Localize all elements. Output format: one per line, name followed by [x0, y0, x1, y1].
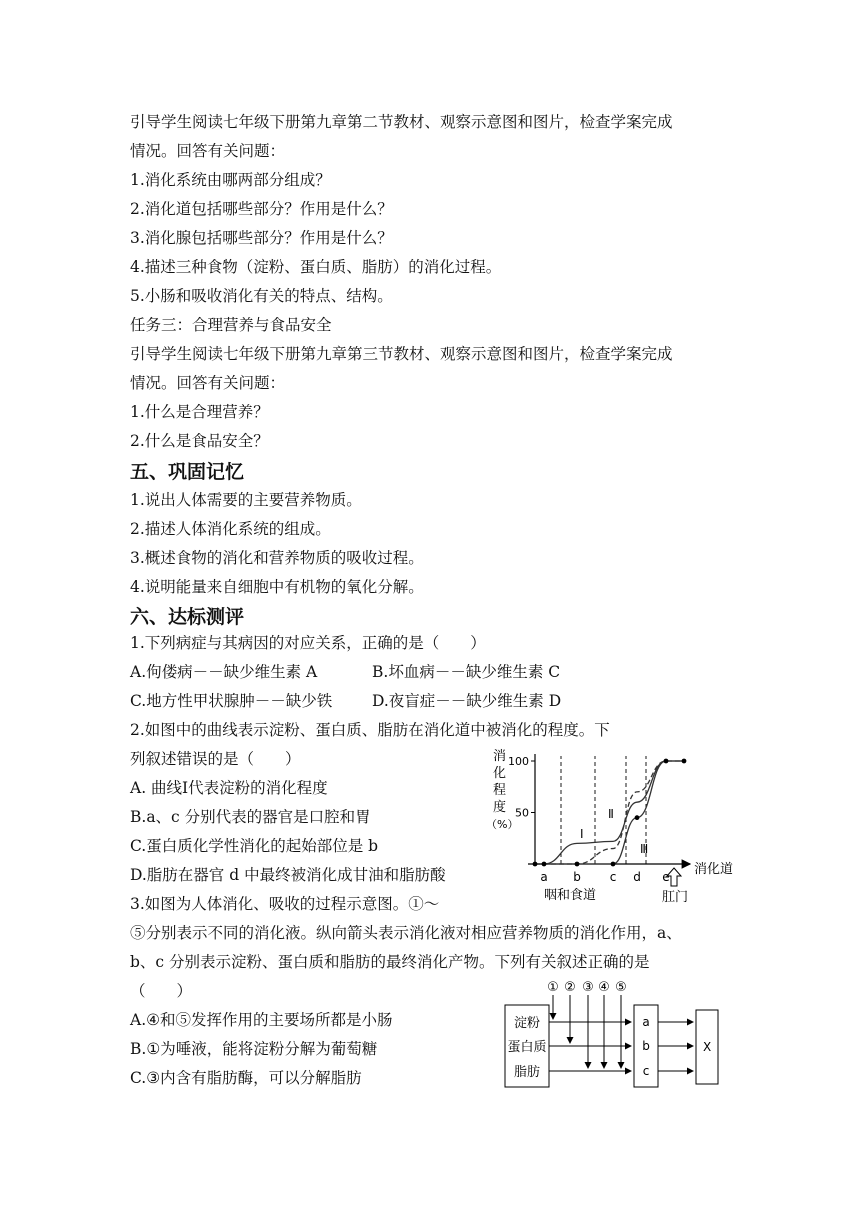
series-point: [664, 759, 669, 764]
x-categories: [540, 870, 669, 884]
juice-number-label: ③: [582, 980, 594, 995]
series-label: Ⅲ: [640, 842, 649, 856]
text-line: 1.什么是合理营养？: [130, 403, 269, 421]
product-label: c: [642, 1064, 650, 1078]
juice-number-label: ②: [564, 980, 576, 995]
question-3-stem-cont: ⑤分别表示不同的消化液。纵向箭头表示消化液对相应营养物质的消化作用，a、: [130, 924, 682, 942]
product-label: a: [642, 1015, 650, 1029]
y-tick-label: 50: [515, 806, 529, 820]
review-item: 1.说出人体需要的主要营养物质。: [130, 491, 362, 509]
annotation-pharynx: 咽和食道: [544, 888, 597, 903]
annotation-anus: 肛门: [662, 890, 689, 905]
digestion-chart: [484, 746, 744, 906]
series-point: [542, 862, 547, 867]
question-2-option-d: D.脂肪在器官 d 中最终被消化成甘油和脂肪酸: [130, 866, 446, 884]
review-item: 2.描述人体消化系统的组成。: [130, 520, 331, 538]
section-heading-test: 六、达标测评: [130, 606, 245, 628]
text-line: 2.什么是食品安全？: [130, 432, 269, 450]
question-3-option-c: C.③内含有脂肪酶，可以分解脂肪: [130, 1069, 362, 1087]
text-line: 1.消化系统由哪两部分组成？: [130, 171, 331, 189]
series-label: Ⅰ: [580, 827, 584, 841]
series-point: [575, 862, 580, 867]
text-line: 5.小肠和吸收消化有关的特点、结构。: [130, 287, 393, 305]
y-ticks: [508, 755, 535, 820]
question-2-stem: 2.如图中的曲线表示淀粉、蛋白质、脂肪在消化道中被消化的程度。下: [130, 721, 610, 739]
question-1-option-b: B.坏血病－－缺少维生素 C: [372, 663, 561, 681]
x-category-label: b: [573, 870, 581, 884]
digestion-flow-diagram: [500, 978, 740, 1090]
review-item: 3.概述食物的消化和营养物质的吸收过程。: [130, 549, 424, 567]
digestive-juice-labels: [547, 980, 627, 995]
series-group: [533, 759, 687, 867]
x-category-label: d: [633, 870, 641, 884]
text-line: 4.描述三种食物（淀粉、蛋白质、脂肪）的消化过程。: [130, 258, 502, 276]
final-product-label: X: [703, 1040, 712, 1054]
task-three-title: 任务三：合理营养与食品安全: [130, 316, 332, 334]
question-1-option-c: C.地方性甲状腺肿－－缺少铁: [130, 692, 333, 710]
y-axis-label: 消化程度（%）: [486, 749, 519, 831]
nutrient-label: 淀粉: [513, 1016, 541, 1031]
nutrient-label: 脂肪: [513, 1065, 541, 1080]
text-line: 引导学生阅读七年级下册第九章第二节教材、观察示意图和图片，检查学案完成: [130, 113, 673, 131]
juice-number-label: ①: [547, 980, 559, 995]
x-axis-label: 消化道: [694, 862, 734, 877]
flow-arrows: [549, 995, 693, 1071]
series-point: [611, 862, 616, 867]
x-category-label: e: [662, 870, 670, 884]
question-3-option-b: B.①为唾液，能将淀粉分解为葡萄糖: [130, 1040, 378, 1058]
series-point: [682, 759, 687, 764]
text-line: 3.消化腺包括哪些部分？作用是什么？: [130, 229, 393, 247]
question-1-stem: 1.下列病症与其病因的对应关系，正确的是（ ）: [130, 634, 486, 652]
text-line: 引导学生阅读七年级下册第九章第三节教材、观察示意图和图片，检查学案完成: [130, 345, 673, 363]
text-line: 2.消化道包括哪些部分？作用是什么？: [130, 200, 393, 218]
question-2-option-c: C.蛋白质化学性消化的起始部位是 b: [130, 837, 379, 855]
text-line: 情况。回答有关问题：: [130, 142, 286, 160]
question-2-option-b: B.a、c 分别代表的器官是口腔和胃: [130, 808, 371, 826]
x-category-label: a: [540, 870, 548, 884]
series-label: Ⅱ: [608, 807, 614, 821]
series-point: [635, 815, 640, 820]
series-point: [533, 862, 538, 867]
review-item: 4.说明能量来自细胞中有机物的氧化分解。: [130, 578, 424, 596]
section-heading-review: 五、巩固记忆: [130, 461, 245, 483]
question-3-stem: 3.如图为人体消化、吸收的过程示意图。①～: [130, 895, 440, 913]
question-2-stem-cont: 列叙述错误的是（ ）: [130, 750, 301, 768]
flow-text: [507, 1015, 649, 1080]
question-3-stem-cont: （ ）: [130, 982, 193, 1000]
juice-number-label: ⑤: [615, 980, 627, 995]
organ-dividers: [561, 756, 649, 864]
question-1-option-a: A.佝偻病－－缺少维生素 A: [130, 663, 318, 681]
question-3-stem-cont: b、c 分别表示淀粉、蛋白质和脂肪的最终消化产物。下列有关叙述正确的是: [130, 953, 650, 971]
question-2-option-a: A. 曲线Ⅰ代表淀粉的消化程度: [130, 779, 328, 797]
text-line: 情况。回答有关问题：: [130, 374, 286, 392]
question-1-option-d: D.夜盲症－－缺少维生素 D: [372, 692, 562, 710]
question-3-option-a: A.④和⑤发挥作用的主要场所都是小肠: [130, 1011, 393, 1029]
y-tick-label: 100: [508, 755, 529, 768]
nutrient-label: 蛋白质: [507, 1040, 547, 1055]
juice-number-label: ④: [598, 980, 610, 995]
product-label: b: [642, 1039, 650, 1053]
x-category-label: c: [609, 870, 617, 884]
